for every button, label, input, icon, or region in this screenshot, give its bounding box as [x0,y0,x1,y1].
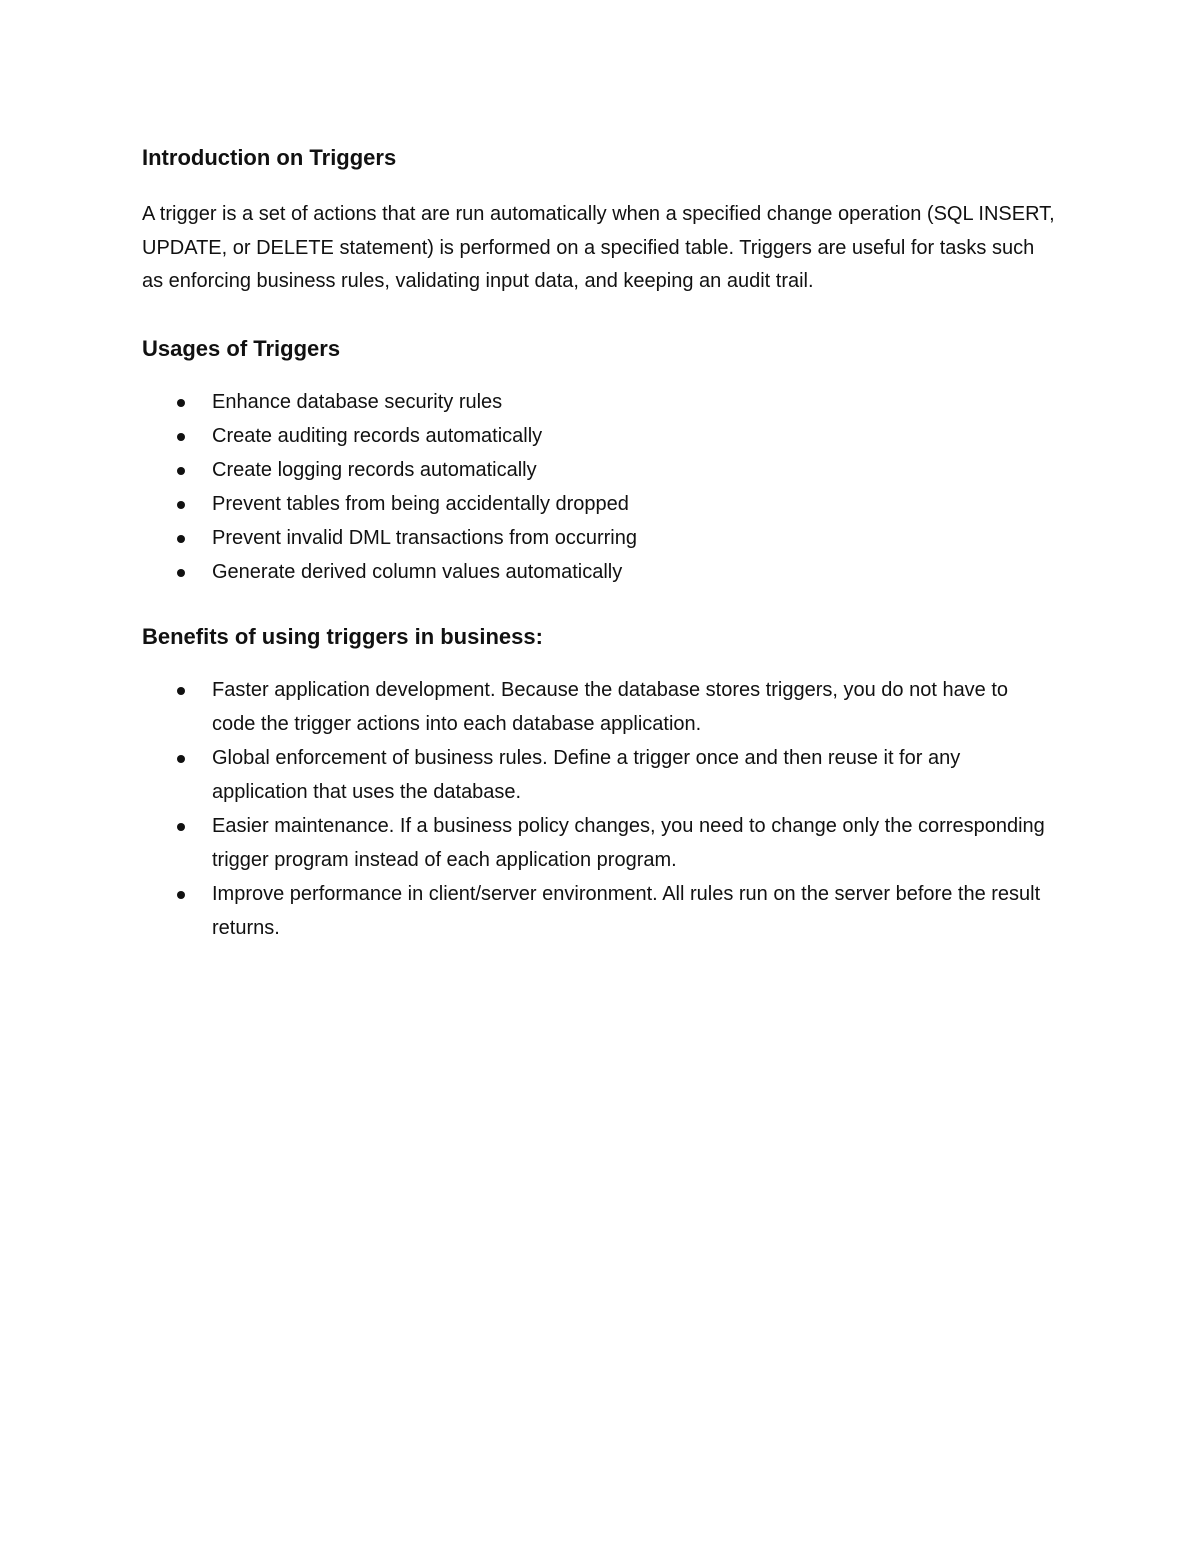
benefits-list [142,673,1072,945]
list-item-text: Improve performance in client/server environment. All rules run on the server before the result returns. [212,882,1041,939]
document-content [142,140,1072,945]
bullet-icon [177,535,185,543]
list-item-text: Create auditing records automatically [212,424,543,447]
bullet-icon [177,501,185,509]
list-item [142,741,1047,809]
list-item-text: Prevent invalid DML transactions from occurring [212,526,637,549]
list-item-text: Faster application development. Because the database stores triggers, you do not have to code the trigger actions into each database application. [212,678,1009,735]
list-item-text: Easier maintenance. If a business policy changes, you need to change only the corresponding trigger program instead of each application program. [212,814,1045,871]
list-item [142,453,1047,487]
bullet-icon [177,891,185,899]
usages-heading: Usages of Triggers [142,335,341,361]
intro-heading: Introduction on Triggers [142,145,397,170]
intro-paragraph: A trigger is a set of actions that are run automatically when a specified change operation (SQL INSERT, UPDATE, or DELETE statement) is performed on a specified table. Triggers are useful for tasks such as enforcing business rules, validating input data, and keeping an audit trail. [142,203,1055,292]
list-item [142,555,1047,589]
list-item-text: Generate derived column values automatically [212,560,623,583]
list-item [142,673,1047,741]
list-item [142,877,1047,945]
list-item [142,419,1047,453]
bullet-icon [177,433,185,441]
list-item [142,521,1047,555]
list-item [142,809,1047,877]
bullet-icon [177,467,185,475]
list-item [142,385,1047,419]
usages-list [142,385,1072,589]
benefits-heading: Benefits of using triggers in business: [142,623,543,649]
bullet-icon [177,399,185,407]
list-item-text: Create logging records automatically [212,458,537,481]
list-item [142,487,1047,521]
bullet-icon [177,687,185,695]
list-item-text: Global enforcement of business rules. Define a trigger once and then reuse it for any application that uses the database. [212,746,961,803]
bullet-icon [177,755,185,763]
bullet-icon [177,569,185,577]
list-item-text: Enhance database security rules [212,390,503,413]
bullet-icon [177,823,185,831]
list-item-text: Prevent tables from being accidentally dropped [212,492,629,515]
